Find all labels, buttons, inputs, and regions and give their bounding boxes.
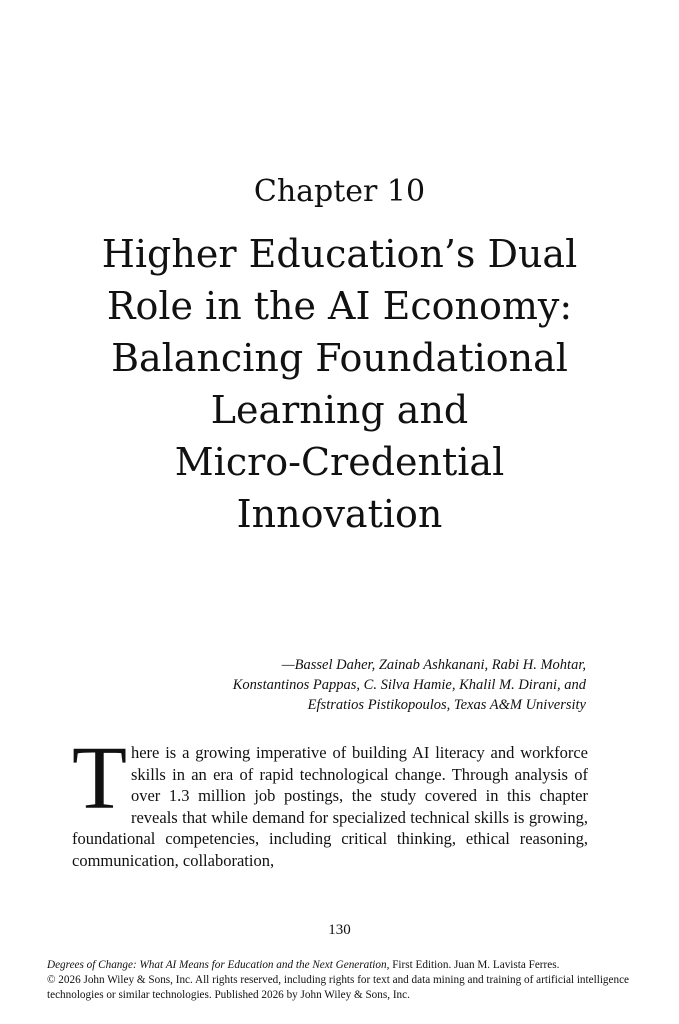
- footer-citation: [47, 958, 632, 973]
- copyright-notice: © 2026 John Wiley & Sons, Inc. All rights reserved, including rights for text and data mining and training of artificial intelligence technologies or similar technologies. Published 2026 by John Wiley & Sons, Inc.: [47, 974, 630, 1001]
- body-paragraph: [72, 729, 588, 871]
- chapter-title-line: Innovation: [236, 492, 443, 536]
- chapter-title-line: Role in the AI Economy:: [106, 284, 573, 328]
- chapter-title-line: Micro-Credential: [174, 440, 505, 484]
- chapter-title: [40, 228, 639, 540]
- chapter-title-line: Learning and: [210, 388, 469, 432]
- author-attribution: [233, 655, 586, 715]
- author-line: —Bassel Daher, Zainab Ashkanani, Rabi H. Mohtar,: [281, 657, 586, 673]
- book-edition: First Edition. Juan M. Lavista Ferres.: [389, 959, 560, 971]
- author-line: Konstantinos Pappas, C. Silva Hamie, Khalil M. Dirani, and: [232, 677, 586, 693]
- body-paragraph-text: here is a growing imperative of building AI literacy and workforce skills in an era of rapid technological change. Through analysis of over 1.3 million job postings, the study covered in this chapter reveals that while demand for specialized technical skills is growing, foundational competencies, including critical thinking, ethical reasoning, communication, collaboration,: [72, 743, 588, 870]
- book-title: Degrees of Change: What AI Means for Education and the Next Generation,: [47, 959, 390, 971]
- author-line: Efstratios Pistikopoulos, Texas A&M University: [307, 697, 586, 713]
- page-number: 130: [328, 922, 351, 938]
- chapter-title-line: Balancing Foundational: [111, 336, 568, 380]
- chapter-label: Chapter 10: [253, 174, 426, 209]
- drop-cap: T: [72, 729, 127, 828]
- chapter-title-line: Higher Education’s Dual: [101, 232, 578, 276]
- copyright-footer: [47, 958, 632, 1003]
